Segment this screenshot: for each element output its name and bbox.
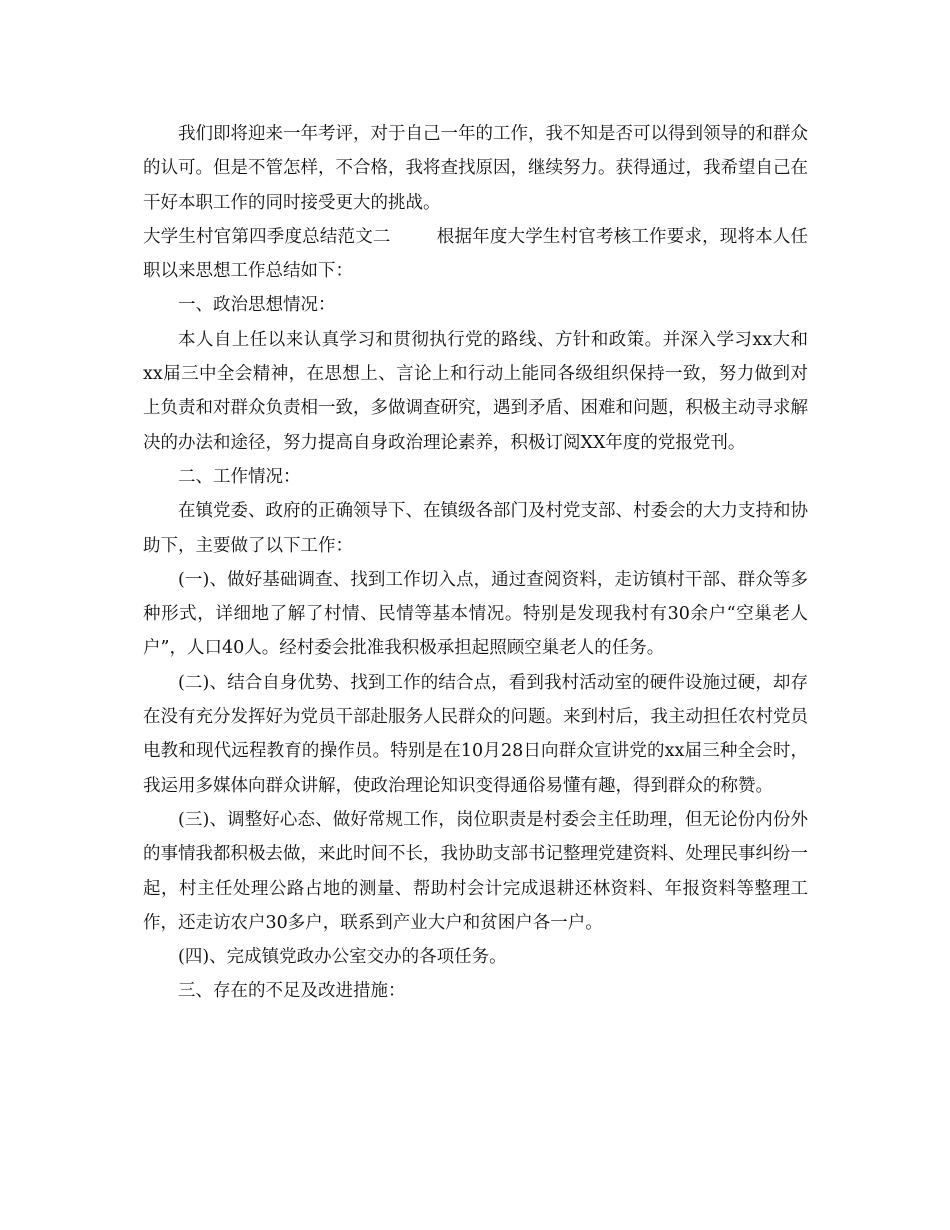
title-line-text: 根据年度大学生村官考核工作要求，现将本人任职以来思想工作总结如下： bbox=[143, 226, 809, 282]
paragraph-work-item-4: (四)、完成镇党政办公室交办的各项任务。 bbox=[178, 947, 507, 968]
paragraph-political: 本人自上任以来认真学习和贯彻执行党的路线、方针和政策。并深入学习xx大和xx届三中全会精神，在思想上、言论上和行动上能同各级组织保持一致，努力做到对上负责和对群众负责相一致，多做调查研究，遇到矛盾、困难和问题，积极主动寻求解决的办法和途径，努力提高自身政治理论素养，积极订阅XX年度的党报党刊。 bbox=[143, 329, 808, 453]
document-section-title: 大学生村官第四季度总结范文二 bbox=[143, 226, 391, 247]
paragraph-work-item-3: (三)、调整好心态、做好常规工作，岗位职责是村委会主任助理，但无论份内份外的事情我都积极去做，来此时间不长，我协助支部书记整理党建资料、处理民事纠纷一起，村主任处理公路占地的测量、帮助村会计完成退耕还林资料、年报资料等整理工作，还走访农户30多户，联系到产业大户和贫困户各一户。 bbox=[143, 809, 808, 933]
section-heading-work: 二、工作情况： bbox=[178, 466, 301, 487]
section-heading-shortcomings: 三、存在的不足及改进措施： bbox=[178, 981, 406, 1002]
paragraph-work-item-2: (二)、结合自身优势、找到工作的结合点，看到我村活动室的硬件设施过硬，却存在没有充分发挥好为党员干部赴服务人民群众的问题。来到村后，我主动担任农村党员电教和现代远程教育的操作员。特别是在10月28日向群众宣讲党的xx届三种全会时，我运用多媒体向群众讲解，使政治理论知识变得通俗易懂有趣，得到群众的称赞。 bbox=[143, 672, 808, 796]
paragraph-work-intro: 在镇党委、政府的正确领导下、在镇级各部门及村党支部、村委会的大力支持和协助下，主要做了以下工作： bbox=[143, 501, 808, 556]
paragraph-intro: 我们即将迎来一年考评，对于自己一年的工作，我不知是否可以得到领导的和群众的认可。但是不管怎样，不合格，我将查找原因，继续努力。获得通过，我希望自己在干好本职工作的同时接受更大的挑战。 bbox=[143, 124, 808, 213]
paragraph-work-item-1: (一)、做好基础调查、找到工作切入点，通过查阅资料，走访镇村干部、群众等多种形式，详细地了解了村情、民情等基本情况。特别是发现我村有30余户“空巢老人户”，人口40人。经村委会批准我积极承担起照顾空巢老人的任务。 bbox=[143, 569, 808, 659]
section-heading-political: 一、政治思想情况： bbox=[178, 295, 336, 316]
document-body bbox=[143, 117, 808, 1009]
paragraph-title-line bbox=[143, 220, 808, 289]
